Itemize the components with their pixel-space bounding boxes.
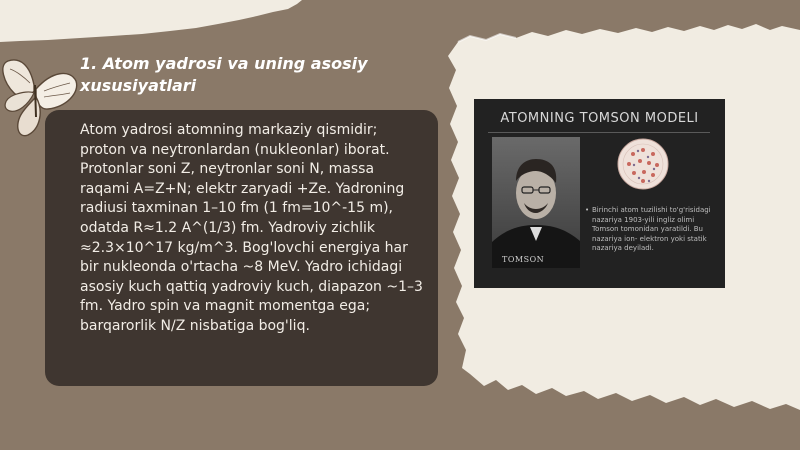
tomson-model-image <box>474 99 725 288</box>
image-title: ATOMNING TOMSON MODELI <box>500 111 699 126</box>
portrait-photo <box>492 137 580 268</box>
image-caption: • Birinchi atom tuzilishi to'g'risidagi nazariya 1903-yili ingliz olimi Tomson tomonidan yaratildi. Bu nazariya ion- elektron yoki statik nazariya deyiladi. <box>592 206 712 254</box>
portrait-label: TOMSON <box>502 255 545 264</box>
slide-body-text: Atom yadrosi atomning markaziy qismidir; proton va neytronlardan (nukleonlar) iborat. Protonlar soni Z, neytronlar soni N, massa raqami A=Z+N; elektr zaryadi +Ze. Yadroning radiusi taxminan 1–10 fm (1 fm=10^-15 m), odatda R≈1.2 A^(1/3) fm. Yadroviy zichlik ≈2.3×10^17 kg/m^3. Bog'lovchi energiya har bir nukleonda o'rtacha ~8 MeV. Yadro ichidagi asosiy kuch qattiq yadroviy kuch, diapazon ~1–3 fm. Yadro spin va magnit momentga ega; barqarorlik N/Z nisbatiga bog'liq. <box>80 122 423 334</box>
image-title-rule <box>488 132 710 133</box>
thomson-model-diagram <box>616 137 670 191</box>
slide-title: 1. Atom yadrosi va uning asosiy xususiyatlari <box>80 54 368 95</box>
